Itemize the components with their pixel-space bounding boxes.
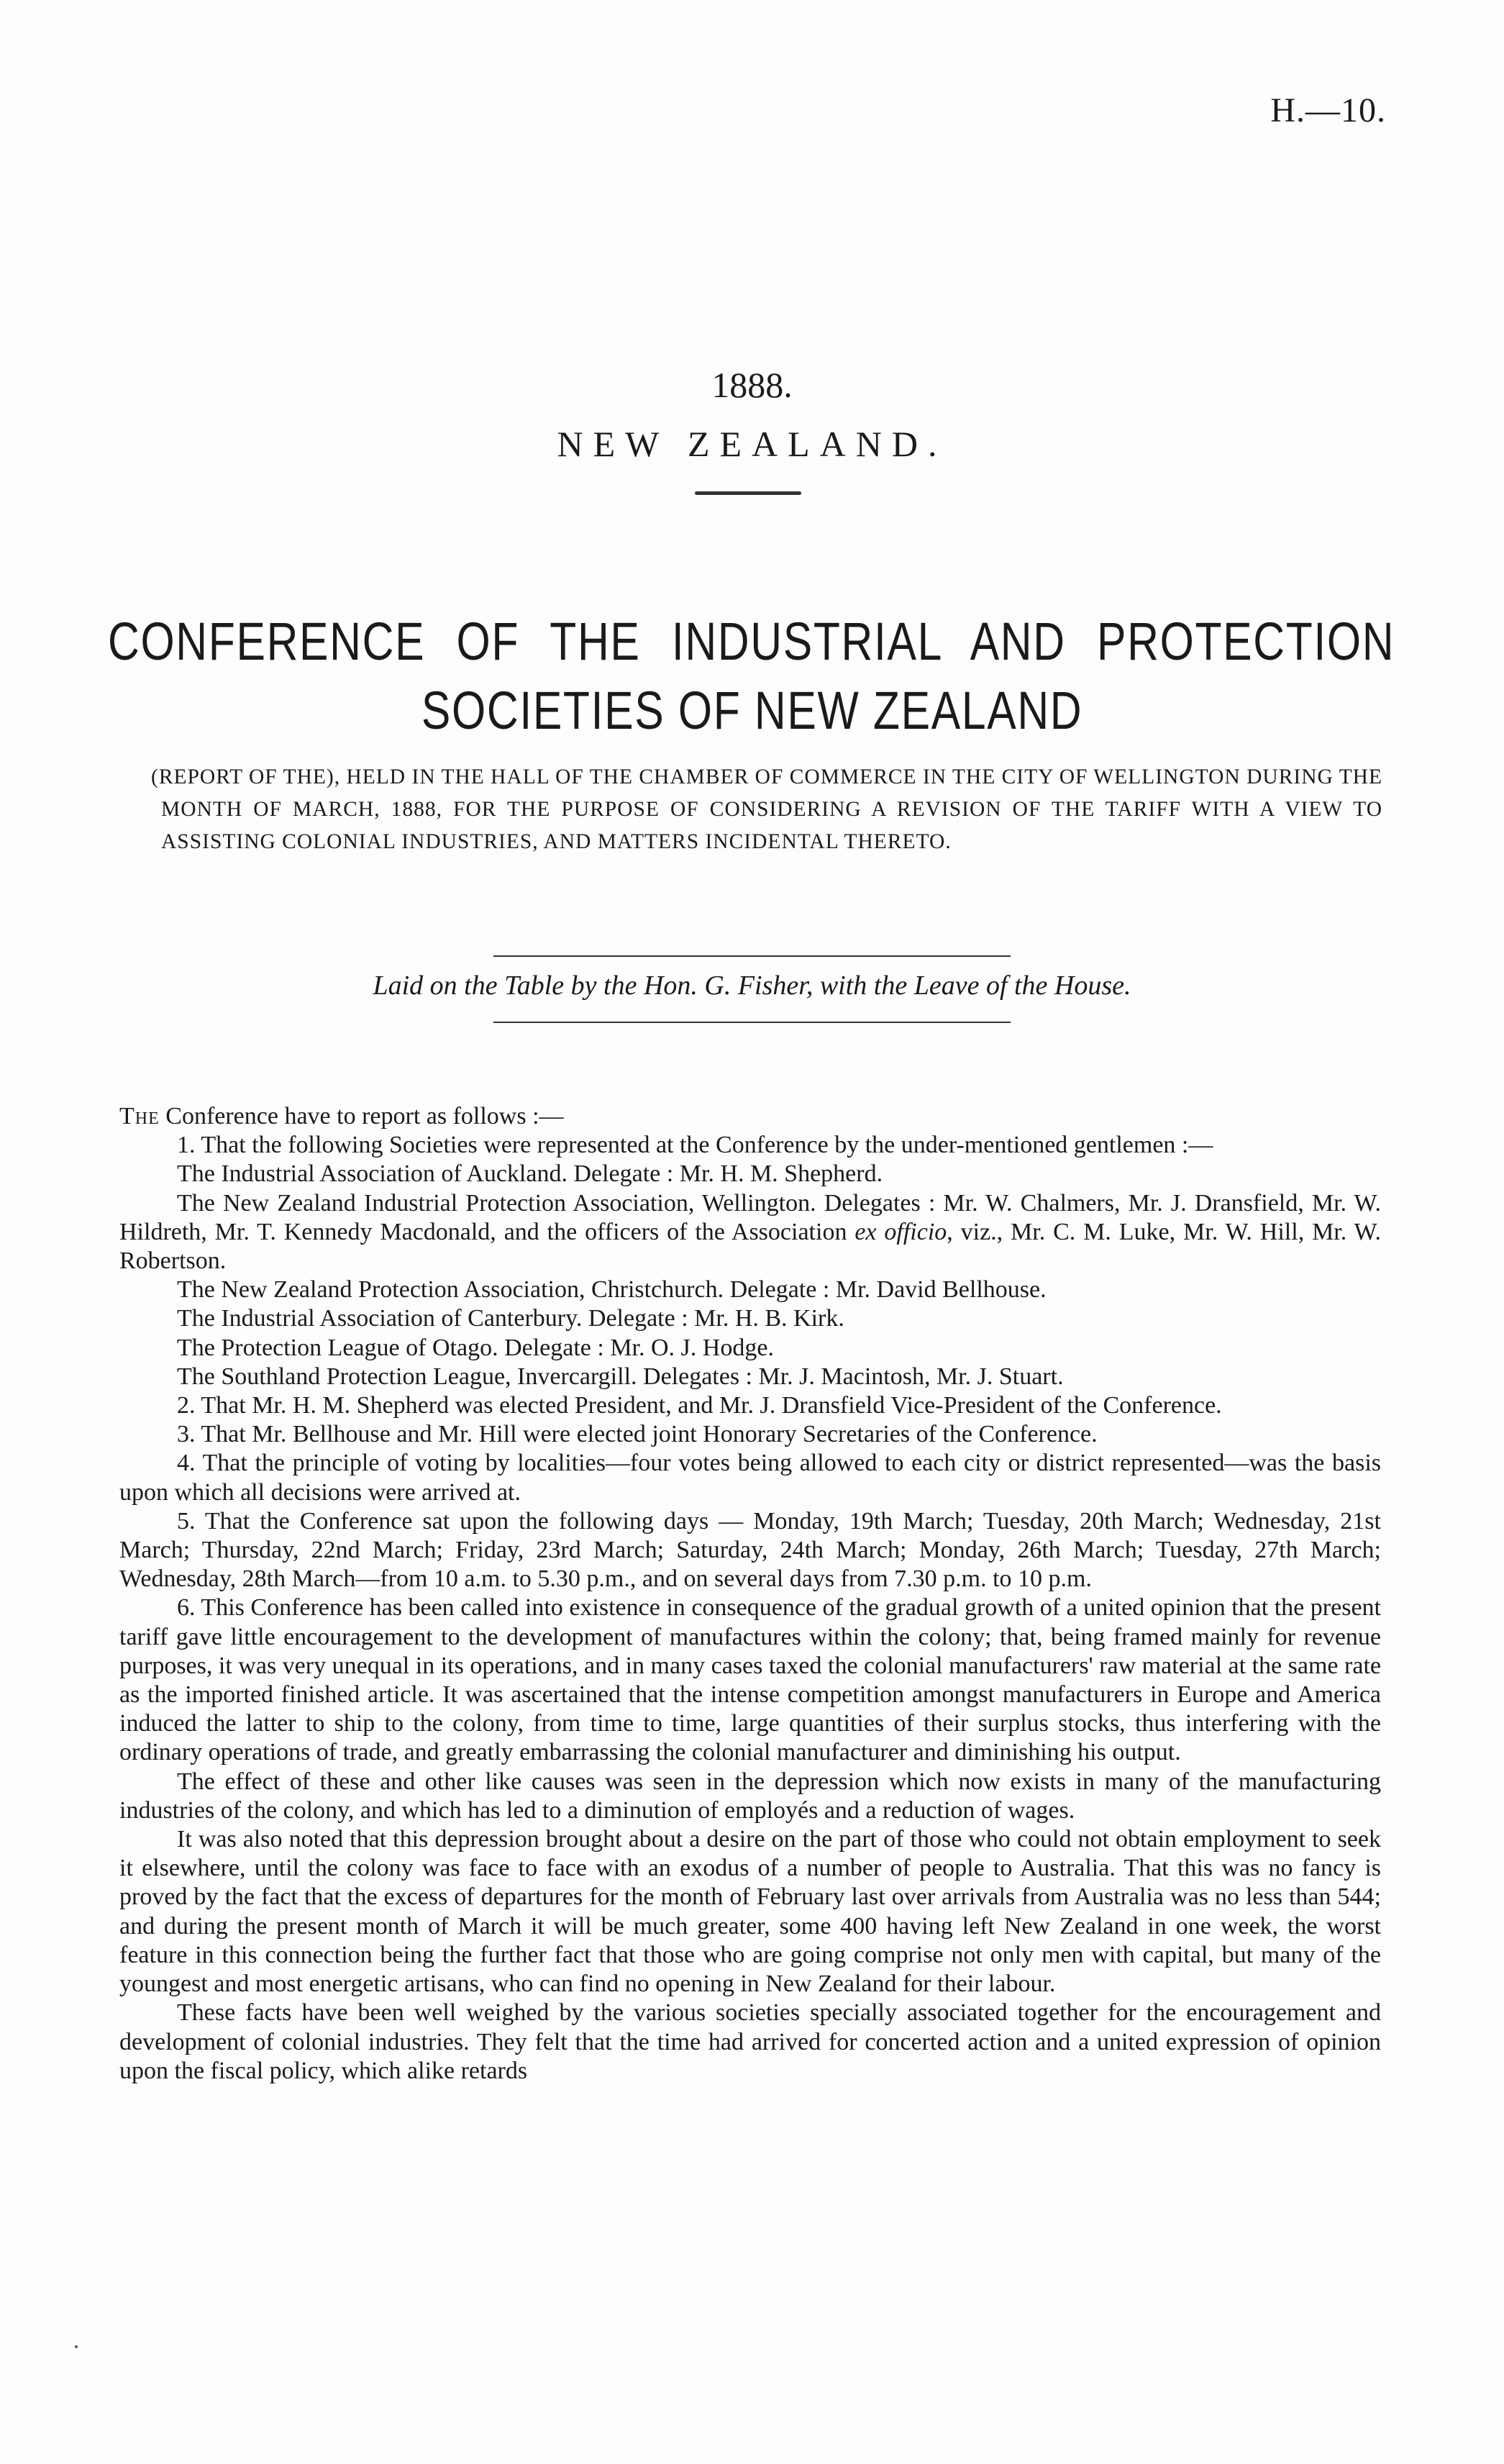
document-subtitle bbox=[121, 761, 1382, 858]
document-country: NEW ZEALAND. bbox=[557, 424, 947, 464]
margin-speck bbox=[75, 2345, 78, 2348]
page-reference: H.—10. bbox=[1270, 91, 1386, 129]
society-6: The Southland Protection League, Invercargill. Delegates : Mr. J. Macintosh, Mr. J. Stuart. bbox=[177, 1363, 1064, 1390]
report-body bbox=[119, 1102, 1381, 2086]
society-1: The Industrial Association of Auckland. Delegate : Mr. H. M. Shepherd. bbox=[177, 1160, 883, 1188]
document-subtitle-text: (REPORT OF THE), HELD IN THE HALL OF THE CHAMBER OF COMMERCE IN THE CITY OF WELLINGTON DURING THE MONTH OF MARCH, 1888, FOR THE PURPOSE OF CONSIDERING A REVISION OF THE TARIFF WITH A VIEW TO ASSISTING COLONIAL INDUSTRIES, AND MATTERS INCIDENTAL THERETO. bbox=[151, 765, 1382, 853]
society-4: The Industrial Association of Canterbury. Delegate : Mr. H. B. Kirk. bbox=[177, 1305, 844, 1332]
paragraph-9: These facts have been well weighed by the various societies specially associated together for the encouragement and development of colonial industries. They felt that the time had arrived for concerted action and a united expression of opinion upon the fiscal policy, which alike retards bbox=[119, 1999, 1381, 2084]
divider-top bbox=[493, 955, 1011, 957]
opening-word: The bbox=[119, 1103, 160, 1129]
paragraph-6: 6. This Conference has been called into existence in consequence of the gradual growth of a united opinion that the present tariff gave little encouragement to the development of manufactures within the colony; that, being framed mainly for revenue purposes, it was very unequal in its operations, and in many cases taxed the colonial manufacturers' raw material at the same rate as the imported finished article. It was ascertained that the intense competition amongst manufacturers in Europe and America induced the latter to ship to the colony, from time to time, large quantities of their surplus stocks, thus interfering with the ordinary operations of trade, and greatly embarrassing the colonial manufacturer and diminishing his output. bbox=[119, 1594, 1381, 1766]
society-2-italic: ex officio bbox=[854, 1218, 947, 1245]
society-2-start: The New Zealand Industrial Protection Association, Wellington. Delegates : Mr. W. Chalmers, Mr. J. Dransfield, Mr. W. Hildreth, Mr. T. Kennedy Macdonald, and the officers of the Association bbox=[119, 1189, 1381, 1245]
paragraph-5: 5. That the Conference sat upon the following days — Monday, 19th March; Tuesday, 20th March; Wednesday, 21st March; Thursday, 22nd March; Friday, 23rd March; Saturday, 24th March; Monday, 26th March; Tuesday, 27th March; Wednesday, 28th March—from 10 a.m. to 5.30 p.m., and on several days from 7.30 p.m. to 10 p.m. bbox=[119, 1507, 1381, 1593]
laid-on-table-note: Laid on the Table by the Hon. G. Fisher, with the Leave of the House. bbox=[373, 970, 1131, 1001]
ornamental-rule bbox=[695, 491, 801, 495]
document-year: 1888. bbox=[711, 365, 793, 405]
paragraph-4: 4. That the principle of voting by localities—four votes being allowed to each city or district represented—was the basis upon which all decisions were arrived at. bbox=[119, 1450, 1381, 1506]
paragraph-7: The effect of these and other like causes was seen in the depression which now exists in many of the manufacturing industries of the colony, and which has led to a diminution of employés and a reduction of wages. bbox=[119, 1768, 1381, 1824]
society-5: The Protection League of Otago. Delegate : Mr. O. J. Hodge. bbox=[177, 1334, 774, 1361]
paragraph-1: 1. That the following Societies were represented at the Conference by the under-mentioned gentlemen :— bbox=[177, 1132, 1213, 1159]
opening-rest: Conference have to report as follows :— bbox=[159, 1103, 564, 1129]
society-2 bbox=[119, 1189, 1381, 1276]
opening-line bbox=[119, 1102, 1381, 1131]
paragraph-3: 3. That Mr. Bellhouse and Mr. Hill were elected joint Honorary Secretaries of the Conference. bbox=[177, 1421, 1098, 1448]
divider-bottom bbox=[493, 1022, 1011, 1023]
society-2-end: , viz., Mr. C. M. Luke, Mr. W. Hill, Mr. W. Robertson. bbox=[119, 1218, 1381, 1275]
society-3: The New Zealand Protection Association, Christchurch. Delegate : Mr. David Bellhouse. bbox=[177, 1276, 1047, 1304]
paragraph-8: It was also noted that this depression brought about a desire on the part of those who could not obtain employment to seek it elsewhere, until the colony was face to face with an exodus of a number of people to Australia. That this was no fancy is proved by the fact that the excess of departures for the month of February last over arrivals from Australia was no less than 544; and during the present month of March it will be much greater, some 400 having left New Zealand in one week, the worst feature in this connection being the further fact that those who are going comprise not only men with capital, but many of the youngest and most energetic artisans, who can find no opening in New Zealand for their labour. bbox=[119, 1826, 1381, 1998]
document-title-line-1: CONFERENCE OF THE INDUSTRIAL AND PROTECTION bbox=[108, 612, 1395, 671]
document-title-line-2 bbox=[0, 679, 1504, 742]
document-title-line-2-text: SOCIETIES OF NEW ZEALAND bbox=[421, 681, 1083, 740]
paragraph-2: 2. That Mr. H. M. Shepherd was elected President, and Mr. J. Dransfield Vice-President of the Conference. bbox=[177, 1392, 1222, 1419]
